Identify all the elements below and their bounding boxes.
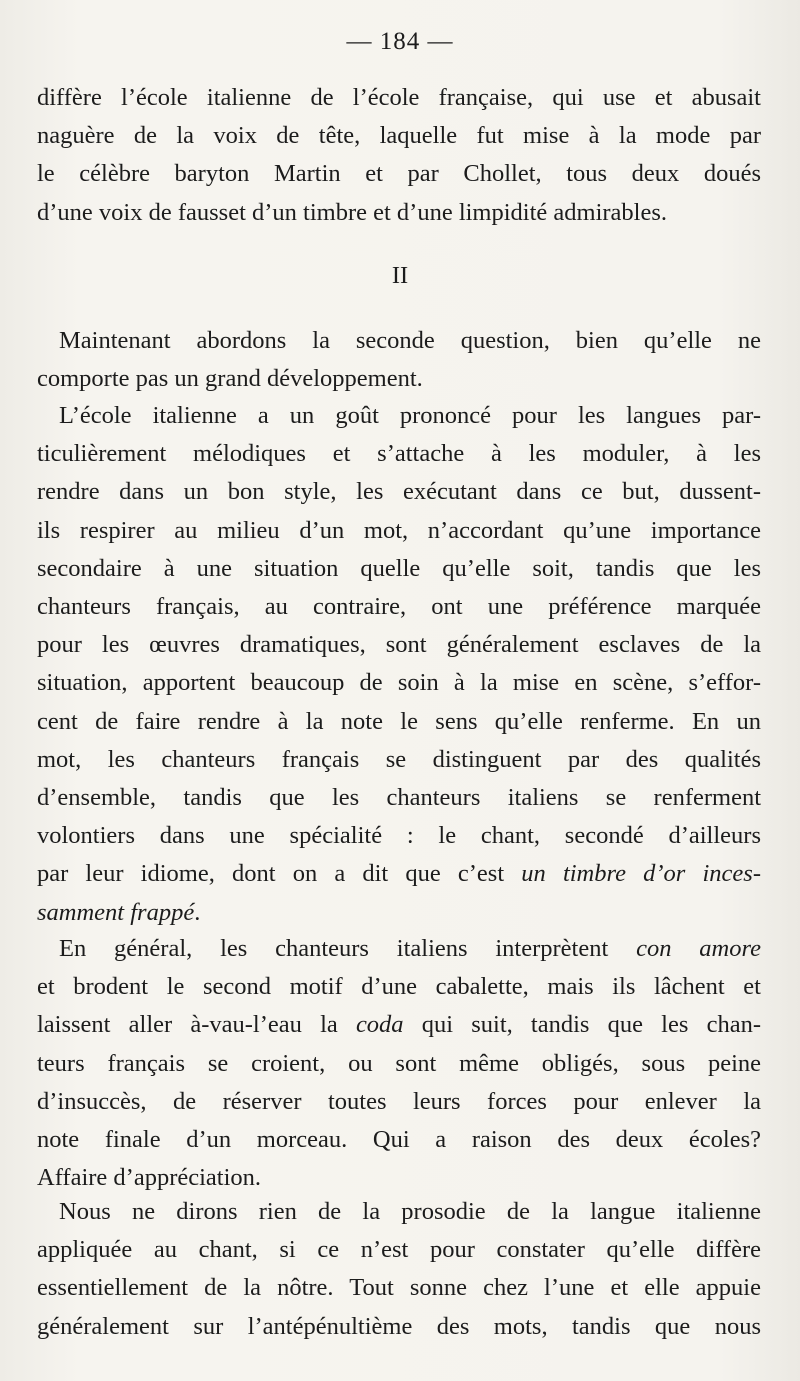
text-line: diffère l’école italienne de l’école française, qui use et abusait [37, 84, 761, 111]
text-line: Maintenant abordons la seconde question, bien qu’elle ne [59, 327, 761, 354]
italic-text: samment frappé [37, 898, 195, 926]
text-line: le célèbre baryton Martin et par Chollet, tous deux doués [37, 160, 761, 188]
text-line: pour les œuvres dramatiques, sont généralement esclaves de la [37, 631, 761, 659]
text-line: ils respirer au milieu d’un mot, n’accordant qu’une importance [37, 516, 761, 544]
italic-text: coda [355, 1011, 404, 1039]
text-line: L’école italienne a un goût prononcé pour les langues par- [59, 402, 761, 429]
italic-text: con amore [636, 935, 761, 962]
text-line: cent de faire rendre à la note le sens qu’elle renferme. En un [37, 707, 761, 735]
paragraph [37, 930, 761, 1197]
text-line: d’insuccès, de réserver toutes leurs forces pour enlever la [37, 1087, 761, 1115]
paragraph [37, 1193, 761, 1346]
text-line: essentiellement de la nôtre. Tout sonne chez l’une et elle appuie [37, 1274, 761, 1302]
text-line: généralement sur l’antépénultième des mots, tandis que nous [37, 1312, 761, 1340]
text-run: par leur idiome, dont on a dit que c’est [37, 860, 522, 888]
text-line: et brodent le second motif d’une cabalette, mais ils lâchent et [37, 973, 761, 1001]
text-line: d’ensemble, tandis que les chanteurs italiens se renferment [37, 784, 761, 812]
text-line: mot, les chanteurs français se distinguent par des qualités [37, 745, 761, 773]
text-line [37, 1006, 761, 1044]
text-line: appliquée au chant, si ce n’est pour constater qu’elle diffère [37, 1236, 761, 1264]
text-line [37, 894, 761, 932]
section-heading: II [391, 262, 409, 289]
text-line [37, 930, 761, 968]
text-line: ticulièrement mélodiques et s’attache à les moduler, à les [37, 440, 761, 468]
text-line: situation, apportent beaucoup de soin à la mise en scène, s’effor- [37, 669, 761, 697]
text-run: En général, les chanteurs italiens interprètent [59, 935, 637, 962]
text-run: . [194, 898, 201, 926]
text-run: qui suit, tandis que les chan- [403, 1011, 761, 1039]
text-line [37, 855, 761, 893]
text-line: Affaire d’appréciation. [37, 1164, 262, 1192]
text-line: naguère de la voix de tête, laquelle fut mise à la mode par [37, 122, 761, 150]
text-line: secondaire à une situation quelle qu’elle soit, tandis que les [37, 554, 761, 582]
paragraph [37, 397, 761, 932]
page-number: — 184 — [346, 28, 454, 55]
italic-text: un timbre d’or inces- [521, 860, 761, 888]
text-run: laissent aller à-vau-l’eau la [37, 1011, 356, 1039]
text-line: chanteurs français, au contraire, ont une préférence marquée [37, 593, 761, 621]
paragraph-continuation [37, 79, 761, 232]
text-line: rendre dans un bon style, les exécutant dans ce but, dussent- [37, 478, 761, 506]
paragraph [37, 322, 761, 398]
text-line: comporte pas un grand développement. [37, 365, 423, 393]
text-line: d’une voix de fausset d’un timbre et d’une limpidité admirables. [37, 198, 668, 226]
text-line: teurs français se croient, ou sont même obligés, sous peine [37, 1049, 761, 1077]
text-line: note finale d’un morceau. Qui a raison des deux écoles? [37, 1126, 761, 1154]
text-line: Nous ne dirons rien de la prosodie de la langue italienne [59, 1198, 761, 1225]
text-line: volontiers dans une spécialité : le chant, secondé d’ailleurs [37, 822, 761, 850]
